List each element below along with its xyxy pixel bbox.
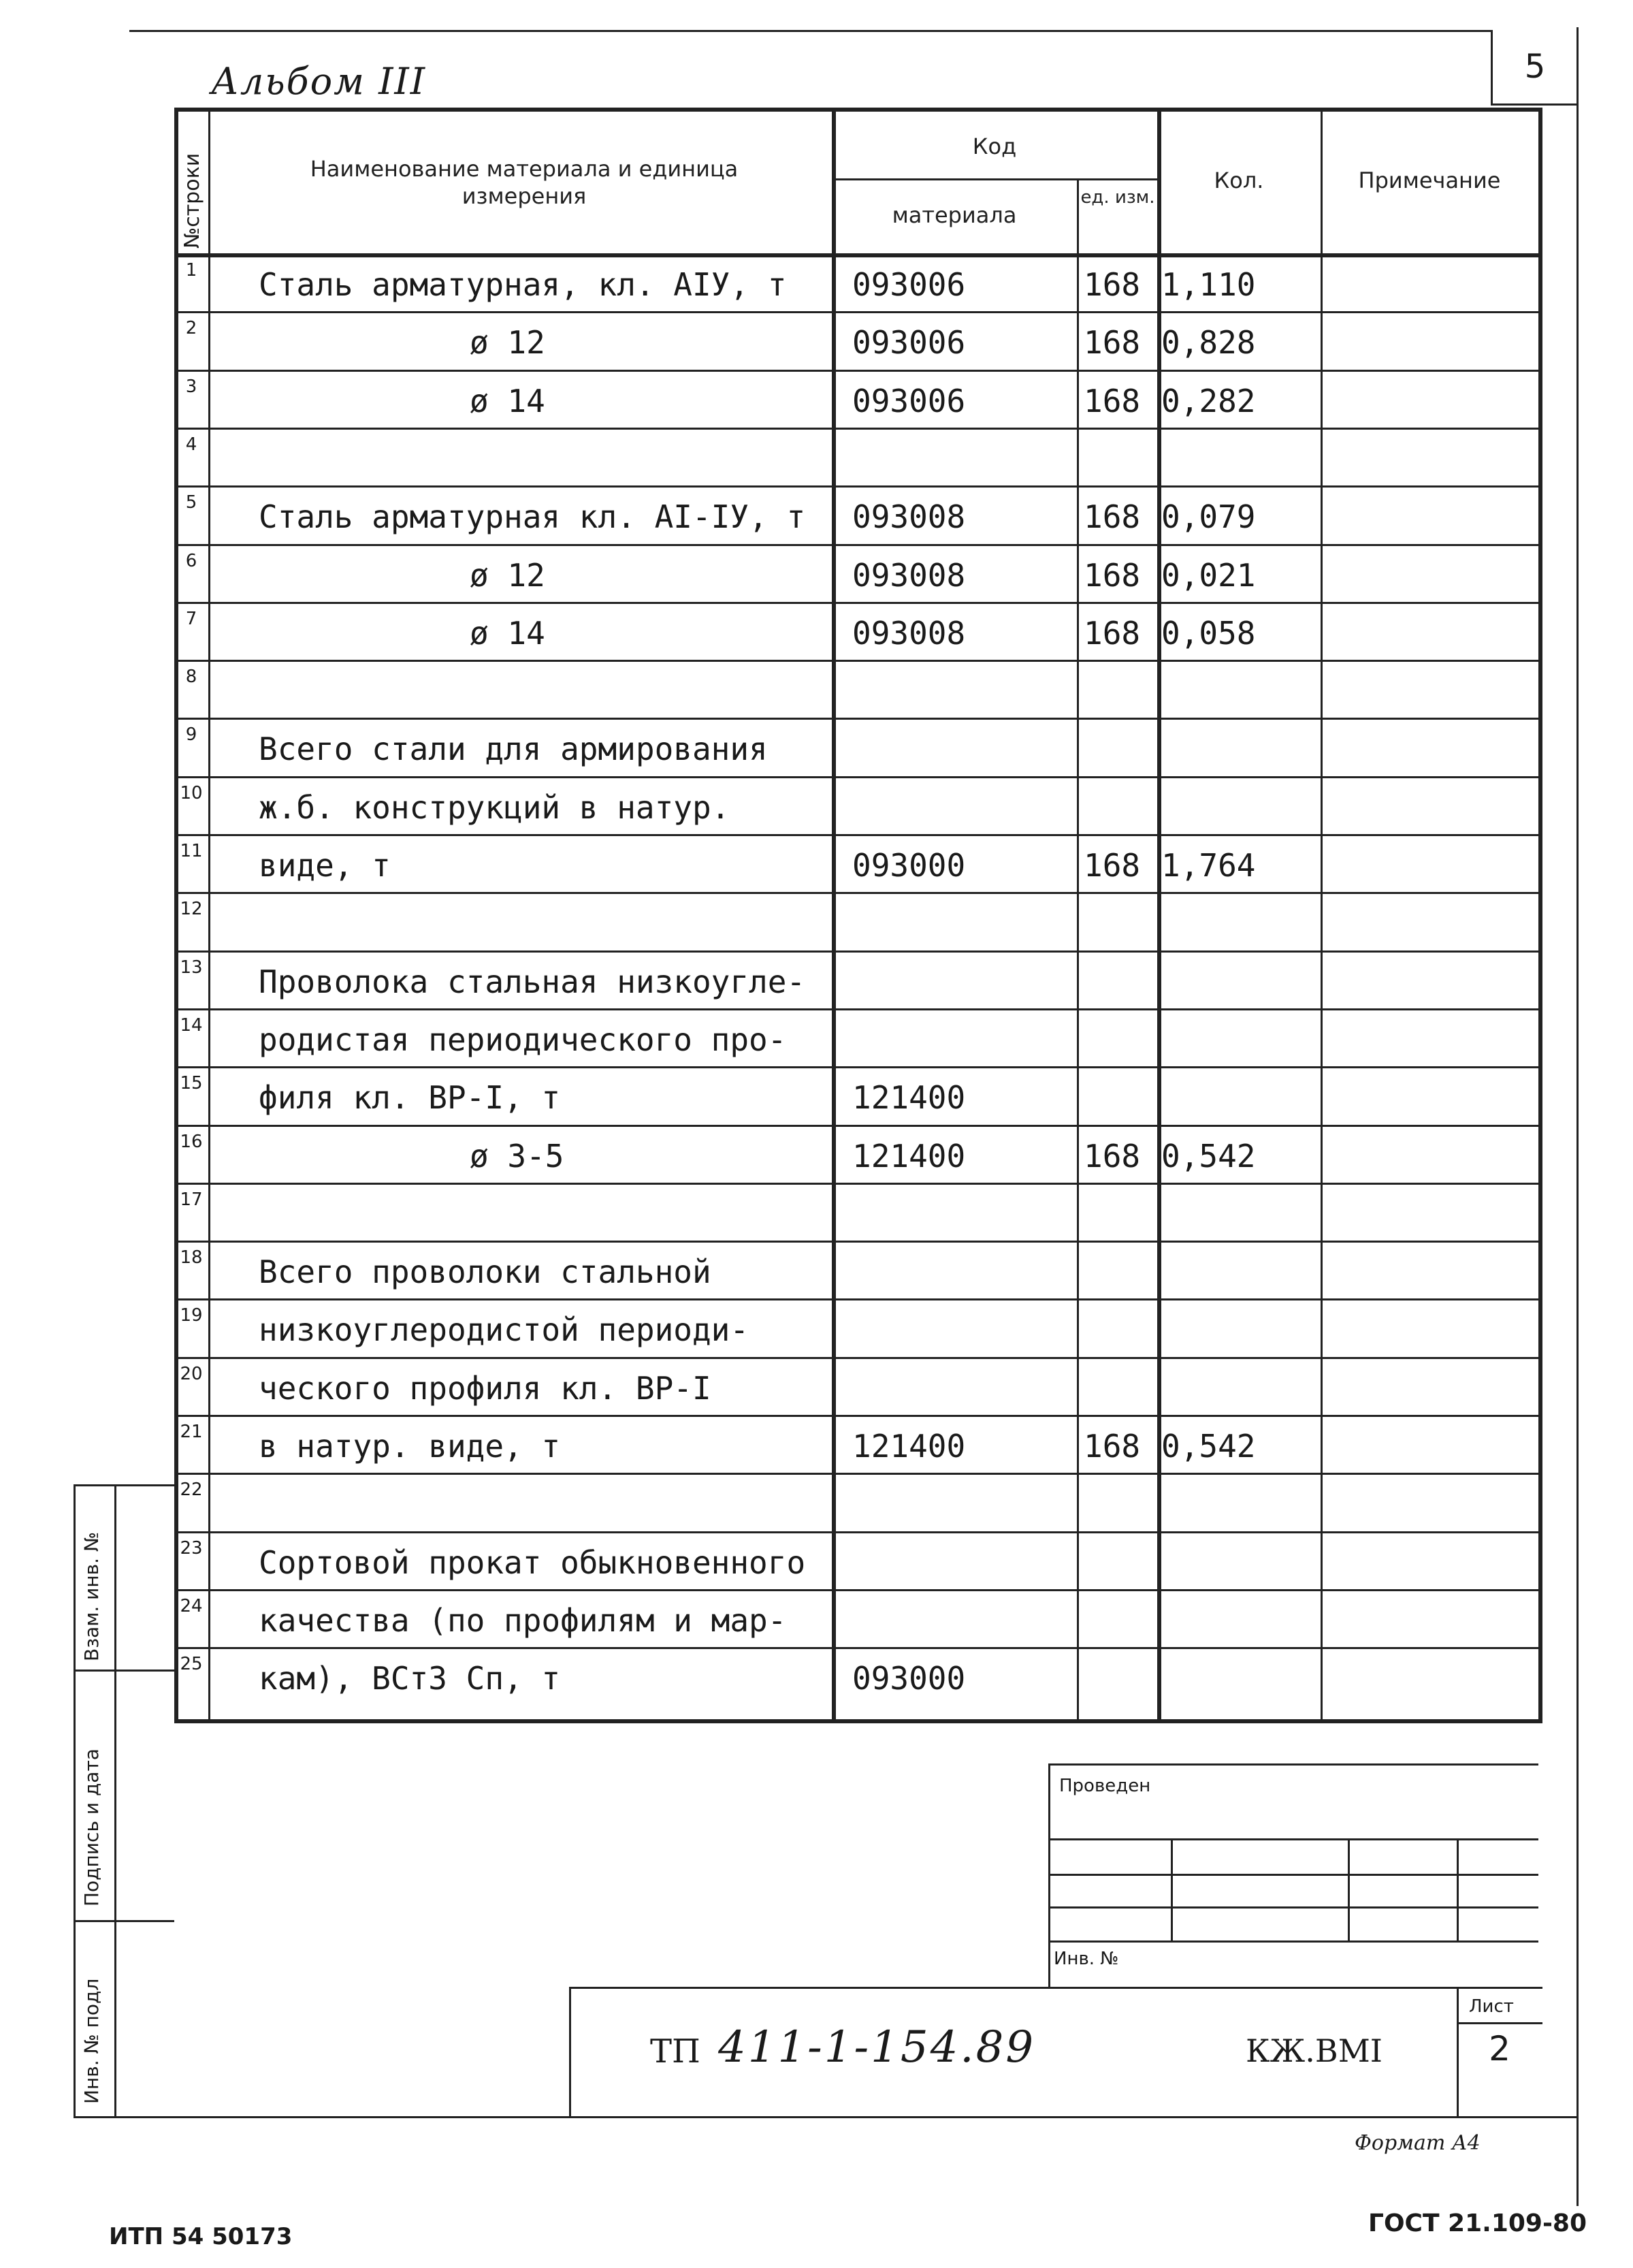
footer-left: ИТП 54 50173 [109, 2223, 293, 2250]
row-quantity: 0,542 [1161, 1137, 1256, 1175]
row-unit-code: 168 [1084, 1137, 1141, 1175]
row-divider [174, 1241, 1542, 1243]
row-material-code: 093008 [852, 614, 966, 652]
row-divider [174, 428, 1542, 430]
table-top-border [174, 108, 1542, 112]
side-podpis-label: Подпись и дата [80, 1748, 103, 1906]
row-number: 2 [185, 318, 197, 339]
row-divider [174, 370, 1542, 372]
row-quantity: 0,021 [1161, 556, 1256, 594]
row-divider [174, 485, 1542, 488]
album-title: Альбом III [211, 60, 427, 103]
col-rownum-sep [208, 108, 210, 1721]
row-material-code: 093006 [852, 324, 966, 362]
row-divider [174, 892, 1542, 894]
right-border [1577, 27, 1579, 2206]
row-material-code: 093006 [852, 382, 966, 419]
row-material-name: качества (по профилям и мар- [259, 1601, 787, 1639]
row-number: 20 [180, 1363, 203, 1384]
row-unit-code: 168 [1084, 382, 1141, 419]
stamp-pb-left [1048, 1763, 1050, 1988]
stamp-pb-line2 [1048, 1874, 1538, 1876]
header-note: Примечание [1358, 167, 1501, 193]
row-number: 21 [180, 1422, 203, 1442]
row-divider [174, 1357, 1542, 1359]
row-divider [174, 1066, 1542, 1068]
side-box-top [74, 1484, 174, 1486]
header-code: Код [972, 133, 1017, 159]
row-divider [174, 602, 1542, 604]
row-material-code: 093000 [852, 1660, 966, 1697]
row-divider [174, 1125, 1542, 1127]
stamp-pb-line3 [1048, 1906, 1538, 1908]
row-material-name: ø 12 [470, 324, 545, 362]
col-name-sep [832, 108, 836, 1721]
row-material-name: Проволока стальная низкоугле- [259, 963, 806, 1000]
row-material-name: ческого профиля кл. ВР-I [259, 1369, 711, 1407]
table-right-border [1538, 108, 1542, 1721]
stamp-list-value: 2 [1489, 2029, 1510, 2069]
row-material-code: 093008 [852, 498, 966, 536]
page-box-bottom [1491, 103, 1577, 106]
row-number: 9 [185, 724, 197, 746]
stamp-tb-list-line [1457, 2022, 1542, 2024]
side-inv-label: Инв. № подл [80, 1978, 103, 2104]
row-number: 5 [185, 492, 197, 513]
row-number: 25 [180, 1654, 203, 1675]
row-material-name: филя кл. ВР-I, т [259, 1079, 561, 1117]
row-unit-code: 168 [1084, 324, 1141, 362]
row-divider [174, 1473, 1542, 1475]
row-divider [174, 718, 1542, 720]
side-vzam-label: Взам. инв. № [80, 1531, 103, 1661]
row-divider [174, 311, 1542, 313]
stamp-pb-line4 [1048, 1940, 1538, 1943]
stamp-pb-col3 [1457, 1838, 1459, 1940]
row-material-name: виде, т [259, 847, 391, 884]
row-material-name: низкоуглеродистой периоди- [259, 1311, 749, 1349]
row-divider [174, 1647, 1542, 1649]
row-material-code: 121400 [852, 1137, 966, 1175]
stamp-tp-prefix: ТП [650, 2032, 700, 2071]
row-material-name: Сталь арматурная кл. АI-IУ, т [259, 498, 806, 536]
row-material-code: 121400 [852, 1079, 966, 1117]
side-box-sep2 [74, 1920, 174, 1922]
stamp-tb-left [569, 1987, 571, 2118]
row-number: 13 [180, 957, 203, 978]
stamp-list-label: Лист [1469, 1996, 1514, 2017]
row-material-code: 093000 [852, 847, 966, 884]
row-number: 10 [180, 782, 203, 803]
header-code-unit: ед. изм. [1080, 187, 1155, 208]
top-border [129, 30, 1491, 32]
row-divider [174, 834, 1542, 836]
row-quantity: 1,764 [1161, 847, 1256, 884]
row-unit-code: 168 [1084, 847, 1141, 884]
row-material-name: родистая периодического про- [259, 1021, 787, 1058]
row-divider [174, 1531, 1542, 1533]
row-quantity: 0,828 [1161, 324, 1256, 362]
side-box-sep1 [74, 1670, 174, 1672]
page-number: 5 [1524, 48, 1546, 86]
row-divider [174, 951, 1542, 953]
row-material-name: ø 3-5 [470, 1137, 564, 1175]
row-divider [174, 544, 1542, 546]
header-row-no: №строки [180, 153, 204, 249]
row-number: 4 [185, 434, 197, 455]
row-quantity: 0,079 [1161, 498, 1256, 536]
header-qty: Кол. [1214, 167, 1264, 193]
row-number: 22 [180, 1480, 203, 1501]
row-material-code: 093006 [852, 266, 966, 303]
row-quantity: 0,058 [1161, 614, 1256, 652]
stamp-pb-top [1048, 1763, 1538, 1766]
side-box-bottom [74, 2116, 1578, 2118]
row-number: 12 [180, 899, 203, 920]
header-name: Наименование материала и единица измерения [310, 156, 739, 209]
stamp-inv-label: Инв. № [1054, 1949, 1119, 1969]
footer-right: ГОСТ 21.109-80 [1368, 2209, 1587, 2237]
row-number: 6 [185, 550, 197, 571]
row-number: 14 [180, 1015, 203, 1036]
row-material-name: Сортовой прокат обыкновенного [259, 1544, 806, 1581]
stamp-pb-col1 [1171, 1838, 1173, 1940]
row-unit-code: 168 [1084, 614, 1141, 652]
stamp-code: КЖ.ВМI [1246, 2032, 1383, 2069]
row-number: 17 [180, 1189, 203, 1210]
page-box-left [1491, 30, 1493, 105]
code-subheader-line [832, 178, 1157, 180]
row-unit-code: 168 [1084, 266, 1141, 303]
col-qty-sep [1321, 108, 1323, 1721]
row-divider [174, 1298, 1542, 1300]
header-code-material: материала [892, 202, 1017, 228]
header-bottom-line [174, 253, 1542, 257]
row-material-code: 093008 [852, 556, 966, 594]
row-number: 16 [180, 1131, 203, 1152]
stamp-proveden-label: Проведен [1059, 1776, 1151, 1796]
row-divider [174, 1589, 1542, 1591]
row-number: 1 [185, 260, 197, 281]
format-label: Формат А4 [1355, 2131, 1481, 2155]
stamp-tb-top [569, 1987, 1542, 1989]
row-divider [174, 1183, 1542, 1185]
row-divider [174, 1415, 1542, 1417]
row-material-name: кам), ВСт3 Сп, т [259, 1660, 561, 1697]
row-material-code: 121400 [852, 1428, 966, 1465]
row-unit-code: 168 [1084, 1428, 1141, 1465]
side-box-left [74, 1484, 76, 2118]
row-material-name: ø 14 [470, 382, 545, 419]
row-unit-code: 168 [1084, 498, 1141, 536]
stamp-tp-number: 411-1-154.89 [718, 2022, 1036, 2073]
row-material-name: в натур. виде, т [259, 1428, 561, 1465]
row-number: 18 [180, 1247, 203, 1268]
row-number: 19 [180, 1305, 203, 1326]
row-divider [174, 1008, 1542, 1010]
row-material-name: ø 14 [470, 614, 545, 652]
row-divider [174, 776, 1542, 778]
row-number: 24 [180, 1595, 203, 1616]
row-number: 3 [185, 376, 197, 397]
row-number: 15 [180, 1073, 203, 1094]
row-material-name: Всего проволоки стальной [259, 1253, 711, 1291]
stamp-pb-col2 [1348, 1838, 1350, 1940]
row-material-name: Сталь арматурная, кл. АIУ, т [259, 266, 787, 303]
row-material-name: ø 12 [470, 556, 545, 594]
table-bottom-border [174, 1719, 1542, 1723]
row-divider [174, 660, 1542, 662]
row-quantity: 1,110 [1161, 266, 1256, 303]
row-material-name: Всего стали для армирования [259, 731, 768, 768]
side-box-mid [114, 1484, 116, 2118]
stamp-pb-line1 [1048, 1838, 1538, 1840]
row-quantity: 0,282 [1161, 382, 1256, 419]
row-number: 8 [185, 667, 197, 688]
row-unit-code: 168 [1084, 556, 1141, 594]
row-material-name: ж.б. конструкций в натур. [259, 788, 730, 826]
row-number: 11 [180, 841, 203, 861]
row-number: 23 [180, 1537, 203, 1559]
row-number: 7 [185, 608, 197, 629]
row-quantity: 0,542 [1161, 1428, 1256, 1465]
